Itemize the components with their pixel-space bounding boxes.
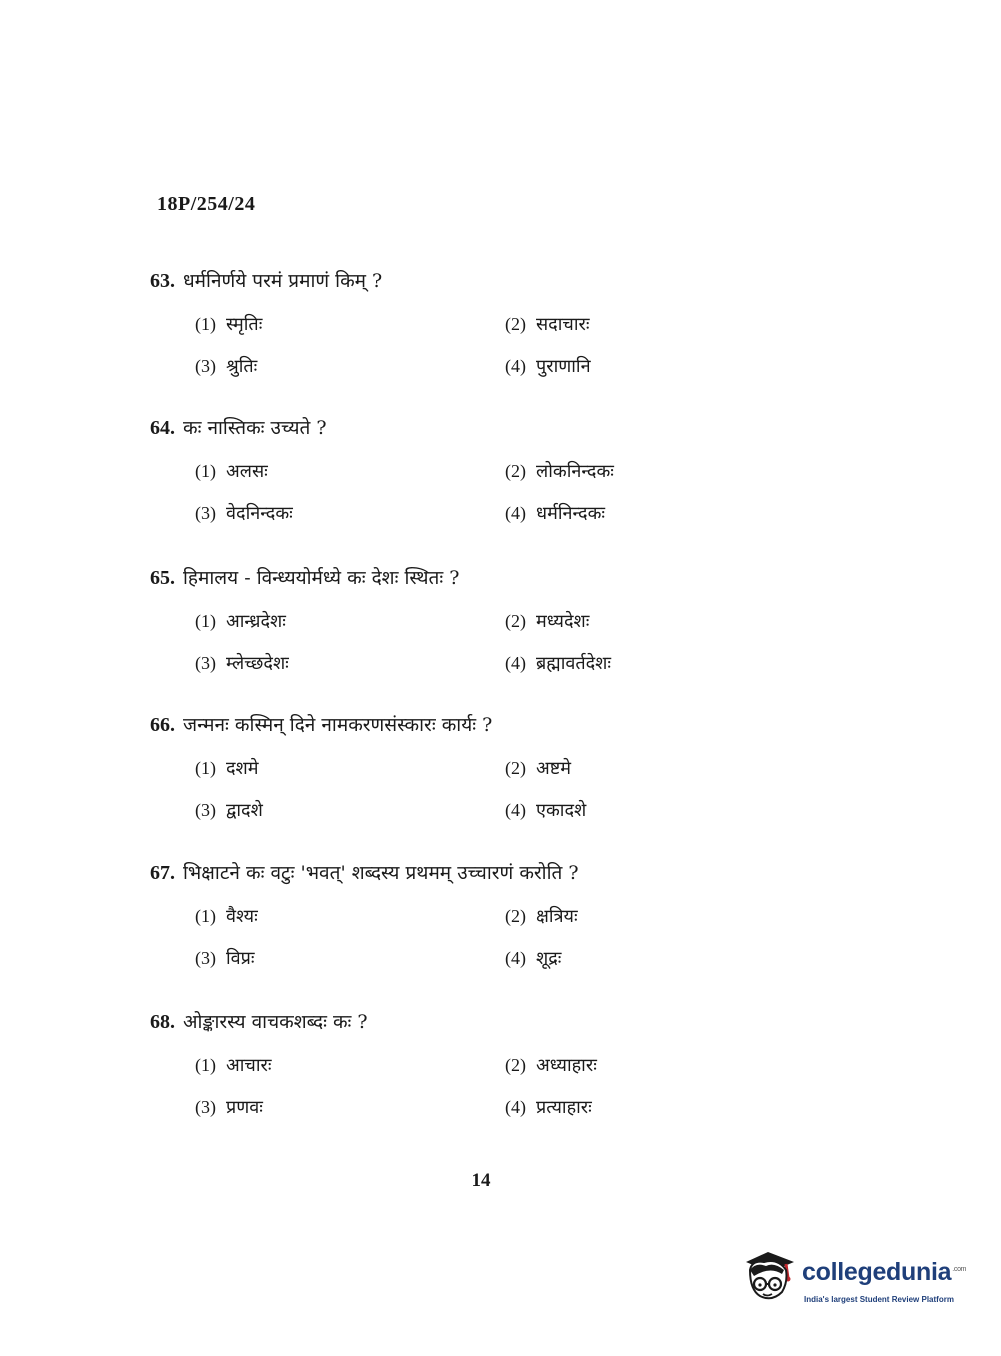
option-1 [195,609,286,634]
option-number: (4) [505,503,526,523]
question-63 [150,268,850,377]
option-1 [195,312,262,337]
option-number: (3) [195,948,216,968]
option-number: (3) [195,356,216,376]
paper-code: 18P/254/24 [157,193,256,215]
option-number: (1) [195,461,216,481]
question-stem [150,565,850,591]
option-text: अष्टमे [536,758,572,779]
option-4 [505,354,591,379]
option-2 [505,459,614,484]
brand-tagline: India's largest Student Review Platform [804,1295,954,1304]
option-text: मध्यदेशः [536,611,590,632]
option-3 [195,798,263,823]
option-text: शूद्रः [536,948,562,969]
option-number: (3) [195,503,216,523]
option-number: (3) [195,653,216,673]
option-2 [505,756,571,781]
question-number: 63. [150,270,175,292]
option-number: (1) [195,611,216,631]
option-text: आचारः [226,1055,272,1076]
option-number: (4) [505,356,526,376]
question-67 [150,860,850,969]
option-number: (1) [195,906,216,926]
option-text: अध्याहारः [536,1055,597,1076]
question-text: जन्मनः कस्मिन् दिने नामकरणसंस्कारः कार्यः ? [183,714,493,736]
option-text: लोकनिन्दकः [536,461,614,482]
option-2 [505,904,578,929]
option-number: (3) [195,1097,216,1117]
option-text: प्रणवः [226,1097,263,1118]
question-stem [150,860,850,886]
option-text: सदाचारः [536,314,590,335]
option-number: (3) [195,800,216,820]
question-text: ओङ्कारस्य वाचकशब्दः कः ? [183,1011,368,1033]
option-number: (4) [505,1097,526,1117]
question-text: भिक्षाटने कः वटुः 'भवत्' शब्दस्य प्रथमम् उच्चारणं करोति ? [183,862,579,884]
option-number: (2) [505,1055,526,1075]
option-4 [505,798,586,823]
option-number: (1) [195,314,216,334]
option-number: (2) [505,611,526,631]
question-text: कः नास्तिकः उच्यते ? [183,417,327,439]
option-text: द्वादशे [226,800,263,821]
question-number: 66. [150,714,175,736]
option-4 [505,501,605,526]
option-3 [195,946,255,971]
option-number: (2) [505,314,526,334]
option-number: (4) [505,948,526,968]
question-stem [150,415,850,441]
option-number: (4) [505,653,526,673]
option-1 [195,459,268,484]
option-text: क्षत्रियः [536,906,578,927]
question-text: हिमालय - विन्ध्ययोर्मध्ये कः देशः स्थितः ? [183,567,460,589]
option-text: श्रुतिः [226,356,258,377]
option-text: अलसः [226,461,268,482]
option-text: पुराणानि [536,356,591,377]
option-text: दशमे [226,758,259,779]
option-1 [195,904,258,929]
question-64 [150,415,850,524]
option-3 [195,354,257,379]
option-text: आन्ध्रदेशः [226,611,286,632]
option-text: धर्मनिन्दकः [536,503,606,524]
option-3 [195,501,293,526]
option-2 [505,609,589,634]
question-text: धर्मनिर्णये परमं प्रमाणं किम् ? [183,270,383,292]
question-65 [150,565,850,674]
option-1 [195,756,259,781]
option-number: (2) [505,906,526,926]
option-3 [195,651,289,676]
page-number: 14 [471,1170,491,1191]
question-number: 65. [150,567,175,589]
option-2 [505,1053,597,1078]
option-text: म्लेच्छदेशः [226,653,289,674]
option-text: एकादशे [536,800,587,821]
option-text: वेदनिन्दकः [226,503,293,524]
question-stem [150,712,850,738]
option-text: ब्रह्मावर्तदेशः [536,653,612,674]
student-mascot-icon [742,1248,800,1310]
option-3 [195,1095,263,1120]
question-stem [150,268,850,294]
option-4 [505,651,611,676]
option-1 [195,1053,272,1078]
option-number: (1) [195,758,216,778]
option-text: विप्रः [226,948,255,969]
question-number: 67. [150,862,175,884]
option-number: (4) [505,800,526,820]
question-68 [150,1009,850,1118]
collegedunia-watermark [742,1248,982,1318]
option-text: वैश्यः [226,906,258,927]
question-number: 64. [150,417,175,439]
brand-name [802,1258,966,1287]
brand-domain: .com [952,1265,967,1273]
option-text: प्रत्याहारः [536,1097,592,1118]
question-66 [150,712,850,821]
option-2 [505,312,589,337]
question-number: 68. [150,1011,175,1033]
option-text: स्मृतिः [226,314,263,335]
option-number: (2) [505,758,526,778]
option-4 [505,946,561,971]
option-4 [505,1095,592,1120]
brand-text: collegedunia [802,1258,952,1286]
option-number: (2) [505,461,526,481]
option-number: (1) [195,1055,216,1075]
question-stem [150,1009,850,1035]
